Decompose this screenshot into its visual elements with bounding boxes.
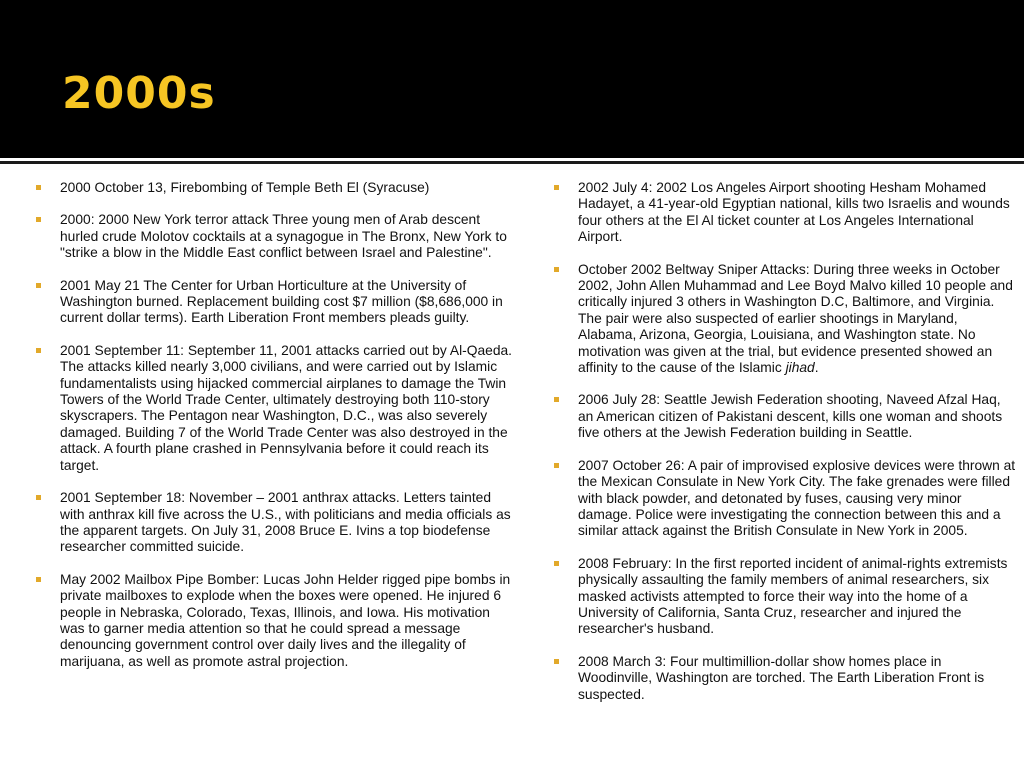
square-bullet-icon xyxy=(36,185,41,190)
bullet-item xyxy=(554,654,1016,703)
square-bullet-icon xyxy=(36,577,41,582)
bullet-text-tail: . xyxy=(814,360,819,376)
right-column xyxy=(554,180,1016,719)
square-bullet-icon xyxy=(554,659,559,664)
bullet-item xyxy=(36,490,514,556)
square-bullet-icon xyxy=(554,397,559,402)
bullet-text: 2001 September 11: September 11, 2001 attacks carried out by Al-Qaeda. The attacks killed nearly 3,000 civilians, and were carried out by Islamic fundamentalists using hijacked commercial airplanes to damage the Twin Towers of the World Trade Center, ultimately destroying both 110-story skyscrapers. The Pentagon near Washington, D.C., was also severely damaged. Building 7 of the World Trade Center was also destroyed in the attack. A fourth plane crashed in Pennsylvania before it could reach its target. xyxy=(60,342,512,473)
square-bullet-icon xyxy=(554,185,559,190)
bullet-text: 2000 October 13, Firebombing of Temple Beth El (Syracuse) xyxy=(60,180,430,195)
bullet-item xyxy=(36,180,514,196)
square-bullet-icon xyxy=(554,267,559,272)
square-bullet-icon xyxy=(36,348,41,353)
bullet-item xyxy=(36,343,514,474)
bullet-text: May 2002 Mailbox Pipe Bomber: Lucas John Helder rigged pipe bombs in private mailboxes to explode when the boxes were opened. He injured 6 people in Nebraska, Colorado, Texas, Illinois, and Iowa. His motivation was to garner media attention so that he could spread a message denouncing government control over daily lives and the illegality of marijuana, as well as promote astral projection. xyxy=(60,571,511,669)
bullet-item xyxy=(554,262,1016,377)
square-bullet-icon xyxy=(36,217,41,222)
square-bullet-icon xyxy=(36,283,41,288)
square-bullet-icon xyxy=(36,495,41,500)
bullet-text: October 2002 Beltway Sniper Attacks: During three weeks in October 2002, John Allen Muhammad and Lee Boyd Malvo killed 10 people and critically injured 3 others in Washington D.C, Baltimore, and Virginia. The pair were also suspected of earlier shootings in Maryland, Alabama, Arizona, Georgia, Louisiana, and Washington state. No motivation was given at the trial, but evidence presented showed an affinity to the cause of the Islamic xyxy=(578,261,1013,376)
bullet-item xyxy=(554,556,1016,638)
slide-title: 2000s xyxy=(62,68,216,119)
bullet-text: 2002 July 4: 2002 Los Angeles Airport shooting Hesham Mohamed Hadayet, a 41-year-old Egyptian national, kills two Israelis and wounds four others at the El Al ticket counter at Los Angeles International Airport. xyxy=(578,180,1010,245)
bullet-item xyxy=(554,392,1016,441)
bullet-item xyxy=(36,212,514,261)
bullet-text: 2007 October 26: A pair of improvised explosive devices were thrown at the Mexican Consulate in New York City. The fake grenades were filled with black powder, and detonated by fuses, causing very minor damage. Police were investigating the connection between this and a similar attack against the British Consulate in New York in 2005. xyxy=(578,457,1016,539)
bullet-text: 2000: 2000 New York terror attack Three young men of Arab descent hurled crude Molotov cocktails at a synagogue in The Bronx, New York to "strike a blow in the Middle East conflict between Israel and Palestine". xyxy=(60,212,507,261)
left-column xyxy=(36,180,514,686)
bullet-item xyxy=(36,278,514,327)
bullet-item xyxy=(554,458,1016,540)
bullet-item xyxy=(36,572,514,670)
bullet-text: 2006 July 28: Seattle Jewish Federation shooting, Naveed Afzal Haq, an American citizen of Pakistani descent, kills one woman and shoots five others at the Jewish Federation building in Seattle. xyxy=(578,392,1003,441)
bullet-text: 2001 May 21 The Center for Urban Horticulture at the University of Washington burned. Replacement building cost $7 million ($8,686,000 in current dollar terms). Earth Liberation Front members pleads guilty. xyxy=(60,277,503,326)
bullet-item xyxy=(554,180,1016,246)
bullet-text: 2008 February: In the first reported incident of animal-rights extremists physically assaulting the family members of animal researchers, six masked activists attempted to force their way into the home of a University of California, Santa Cruz, researcher and injured the researcher's husband. xyxy=(578,555,1008,637)
divider-shadow xyxy=(0,161,1024,164)
emphasis-text: jihad xyxy=(785,360,815,376)
square-bullet-icon xyxy=(554,561,559,566)
square-bullet-icon xyxy=(554,463,559,468)
bullet-text: 2008 March 3: Four multimillion-dollar show homes place in Woodinville, Washington are torched. The Earth Liberation Front is suspected. xyxy=(578,653,985,702)
title-bar xyxy=(0,0,1024,158)
bullet-text: 2001 September 18: November – 2001 anthrax attacks. Letters tainted with anthrax kill five across the U.S., with politicians and media officials as the apparent targets. On July 31, 2008 Bruce E. Ivins a top biodefense researcher committed suicide. xyxy=(60,490,511,555)
